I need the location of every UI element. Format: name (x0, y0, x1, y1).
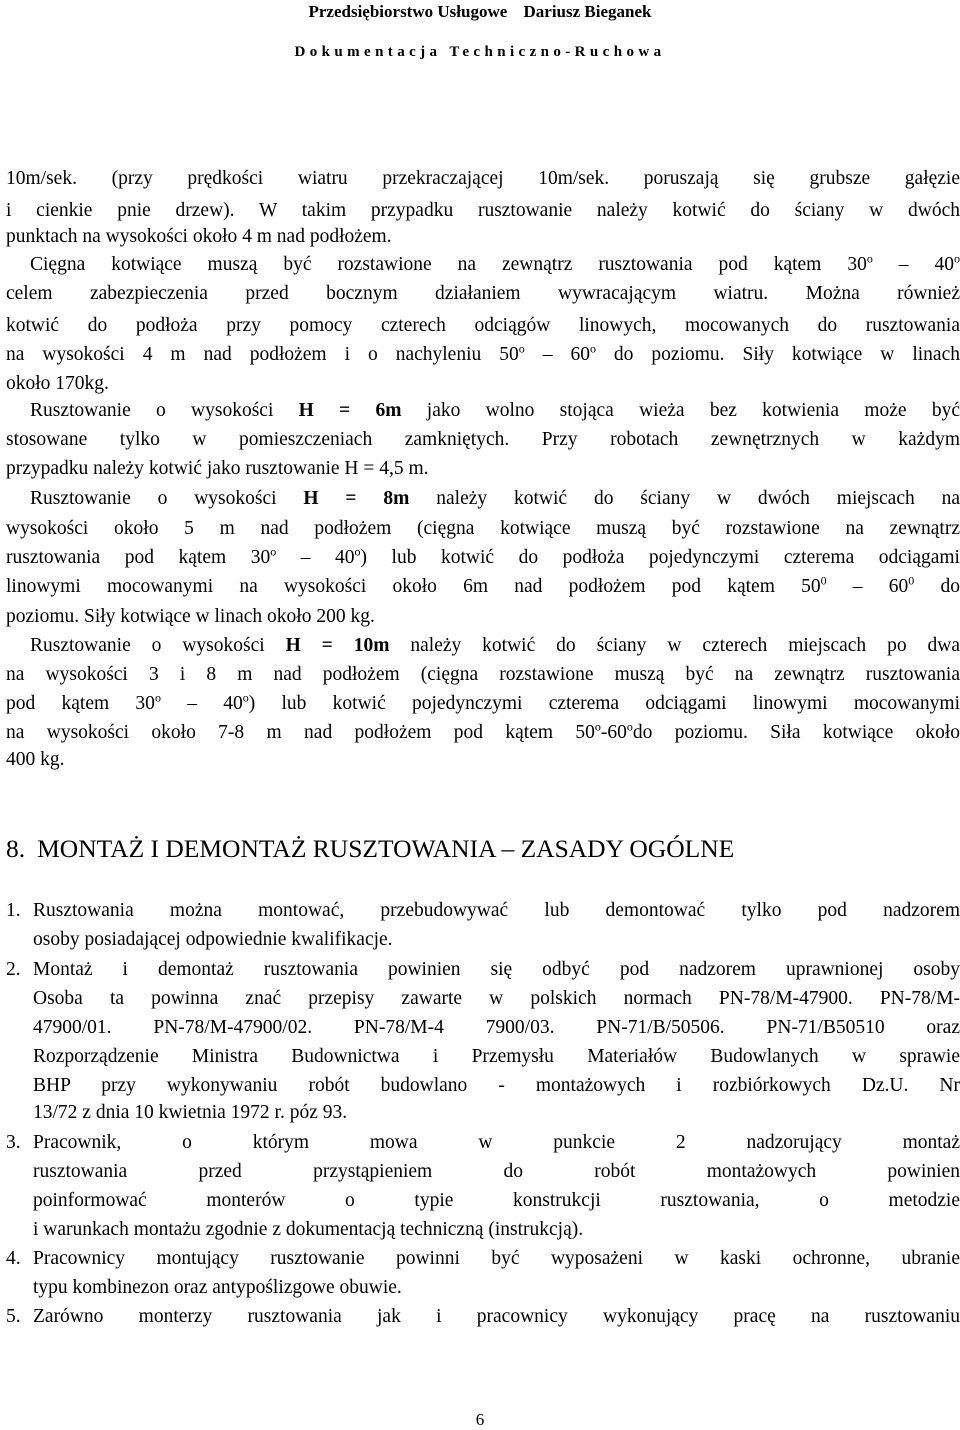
body-line: Rusztowanie o wysokości H = 10m należy kotwić do ściany w czterech miejscach po dwa (30, 635, 960, 656)
body-line: na wysokości około 7-8 m nad podłożem pod kątem 50$^o$-60$^o$do poziomu. Siła kotwiące około (6, 719, 960, 743)
body-line: na wysokości 4 m nad podłożem i o nachyleniu 50$^o$ – 60$^o$ do poziomu. Siły kotwiące w linach (6, 341, 960, 365)
body-line: linowymi mocowanymi na wysokości około 6m nad podłożem pod kątem $50^0 - 60^0$ do (6, 573, 960, 597)
list-item: 4. Pracownicy montujący rusztowanie powinni być wyposażeni w kaski ochronne, ubranie (6, 1248, 960, 1269)
list-item-line: 47900/01. PN-78/M-47900/02. PN-78/M-4 7900/03. PN-71/B/50506. PN-71/B50510 oraz (33, 1017, 960, 1038)
body-line: Rusztowanie o wysokości H = 6m jako wolno stojąca wieża bez kotwienia może być (30, 400, 960, 421)
body-line: kotwić do podłoża przy pomocy czterech odciągów linowych, mocowanych do rusztowania (6, 315, 960, 336)
body-line: poziomu. Siły kotwiące w linach około 200 kg. (6, 606, 375, 627)
list-item-line: rusztowania przed przystąpieniem do robót montażowych powinien (33, 1161, 960, 1182)
list-item: 2. Montaż i demontaż rusztowania powinien się odbyć pod nadzorem uprawnionej osoby (6, 959, 960, 980)
list-item: 5. Zarówno monterzy rusztowania jak i pracownicy wykonujący pracę na rusztowaniu (6, 1306, 960, 1327)
body-line: punktach na wysokości około 4 m nad podłożem. (6, 226, 392, 247)
body-line: około 170kg. (6, 373, 109, 394)
section-heading (6, 832, 734, 866)
body-line: stosowane tylko w pomieszczeniach zamkniętych. Przy robotach zewnętrznych w każdym (6, 429, 960, 450)
body-line: pod kątem 30$^o$ – 40$^o$) lub kotwić pojedynczymi czterema odciągami linowymi mocowanymi (6, 690, 960, 714)
body-line: 400 kg. (6, 749, 65, 770)
header-owner: Dariusz Bieganek (523, 2, 652, 21)
section-title: MONTAŻ I DEMONTAŻ RUSZTOWANIA – ZASADY OGÓLNE (37, 834, 735, 863)
header-company: Przedsiębiorstwo Usługowe (308, 2, 508, 21)
body-line: 10m/sek. (przy prędkości wiatru przekraczającej 10m/sek. poruszają się grubsze gałęzie (6, 168, 960, 189)
list-item-line: Rozporządzenie Ministra Budownictwa i Przemysłu Materiałów Budowlanych w sprawie (33, 1046, 960, 1067)
list-item-line: i warunkach montażu zgodnie z dokumentacją techniczną (instrukcją). (33, 1219, 584, 1240)
section-number: 8. (6, 834, 26, 863)
page-number: 6 (475, 1410, 485, 1429)
body-line: wysokości około 5 m nad podłożem (cięgna kotwiące muszą być rozstawione na zewnątrz (6, 518, 960, 539)
list-item-line: BHP przy wykonywaniu robót budowlano - montażowych i rozbiórkowych Dz.U. Nr (33, 1075, 960, 1096)
body-line: rusztowania pod kątem 30$^o$ – 40$^o$) lub kotwić do podłoża pojedynczymi czterema odciągami (6, 544, 960, 568)
body-line: i cienkie pnie drzew). W takim przypadku rusztowanie należy kotwić do ściany w dwóch (6, 200, 960, 221)
body-line: Cięgna kotwiące muszą być rozstawione na zewnątrz rusztowania pod kątem 30$^o$ – 40$^o$ (30, 251, 960, 275)
body-line: na wysokości 3 i 8 m nad podłożem (cięgna rozstawione muszą być na zewnątrz rusztowania (6, 664, 960, 685)
list-item-line: typu kombinezon oraz antypoślizgowe obuwie. (33, 1277, 402, 1298)
body-line: Rusztowanie o wysokości H = 8m należy kotwić do ściany w dwóch miejscach na (30, 488, 960, 509)
header-subtitle: Dokumentacja Techniczno-Ruchowa (294, 44, 666, 60)
list-item-line: Osoba ta powinna znać przepisy zawarte w polskich normach PN-78/M-47900. PN-78/M- (33, 988, 960, 1009)
list-item: 1. Rusztowania można montować, przebudowywać lub demontować tylko pod nadzorem (6, 900, 960, 921)
list-item: 3. Pracownik, o którym mowa w punkcie 2 nadzorujący montaż (6, 1132, 960, 1153)
list-item-line: 13/72 z dnia 10 kwietnia 1972 r. póz 93. (33, 1102, 348, 1123)
header-company-line (0, 2, 960, 22)
body-line: przypadku należy kotwić jako rusztowanie H = 4,5 m. (6, 458, 429, 479)
list-item-line: poinformować monterów o typie konstrukcji rusztowania, o metodzie (33, 1190, 960, 1211)
list-item-line: osoby posiadającej odpowiednie kwalifikacje. (33, 929, 393, 950)
body-line: celem zabezpieczenia przed bocznym działaniem wywracającym wiatru. Można również (6, 283, 960, 304)
